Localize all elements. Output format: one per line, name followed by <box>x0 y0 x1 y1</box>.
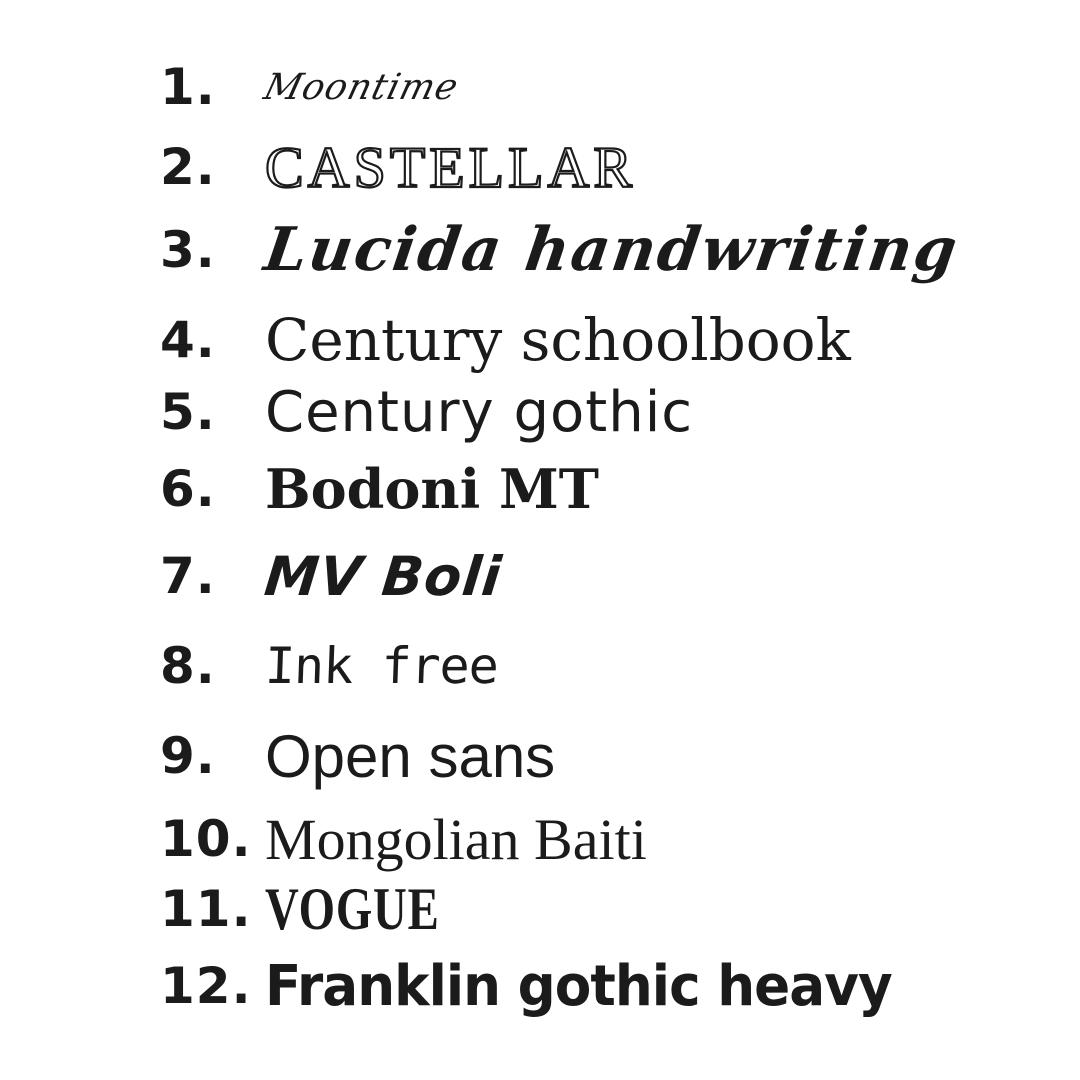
list-item-number: 7. <box>160 547 216 605</box>
list-item-number: 12. <box>160 957 252 1015</box>
list-item <box>160 449 599 529</box>
list-item-number: 10. <box>160 810 252 868</box>
font-sample-mongolian-baiti: Mongolian Baiti <box>265 806 647 872</box>
font-sample-moontime: Moontime <box>259 66 463 108</box>
list-item-number: 2. <box>160 138 216 196</box>
font-sample-vogue: VOGUE <box>265 875 440 942</box>
list-item <box>160 210 963 290</box>
font-sample-castellar: CASTELLAR <box>265 134 637 200</box>
font-sample-bodoni-mt: Bodoni MT <box>265 457 599 521</box>
list-item <box>160 869 489 949</box>
list-item-number: 5. <box>160 383 216 441</box>
list-item-number: 4. <box>160 311 216 369</box>
list-item-number: 1. <box>160 58 216 116</box>
list-item <box>160 372 693 452</box>
list-item <box>160 127 636 207</box>
list-item <box>160 799 647 879</box>
list-item-number: 6. <box>160 460 216 518</box>
list-item-number: 9. <box>160 727 216 785</box>
list-item <box>160 536 505 616</box>
font-sample-open-sans: Open sans <box>265 722 556 790</box>
list-item-number: 11. <box>160 880 252 938</box>
font-sample-mv-boli: MV Boli <box>261 544 505 608</box>
list-item-number: 8. <box>160 637 216 695</box>
list-item <box>160 716 555 796</box>
font-sample-century-schoolbook: Century schoolbook <box>265 306 851 374</box>
list-item-number: 3. <box>160 221 216 279</box>
font-sample-century-gothic: Century gothic <box>265 379 694 445</box>
font-sample-franklin-gothic-heavy: Franklin gothic heavy <box>265 953 892 1019</box>
list-item <box>160 946 925 1026</box>
list-item <box>160 626 498 706</box>
font-sample-lucida-handwriting: Lucida handwriting <box>260 215 963 285</box>
font-sample-ink-free: Ink free <box>263 637 499 695</box>
list-item <box>160 47 463 127</box>
list-item <box>160 300 851 380</box>
